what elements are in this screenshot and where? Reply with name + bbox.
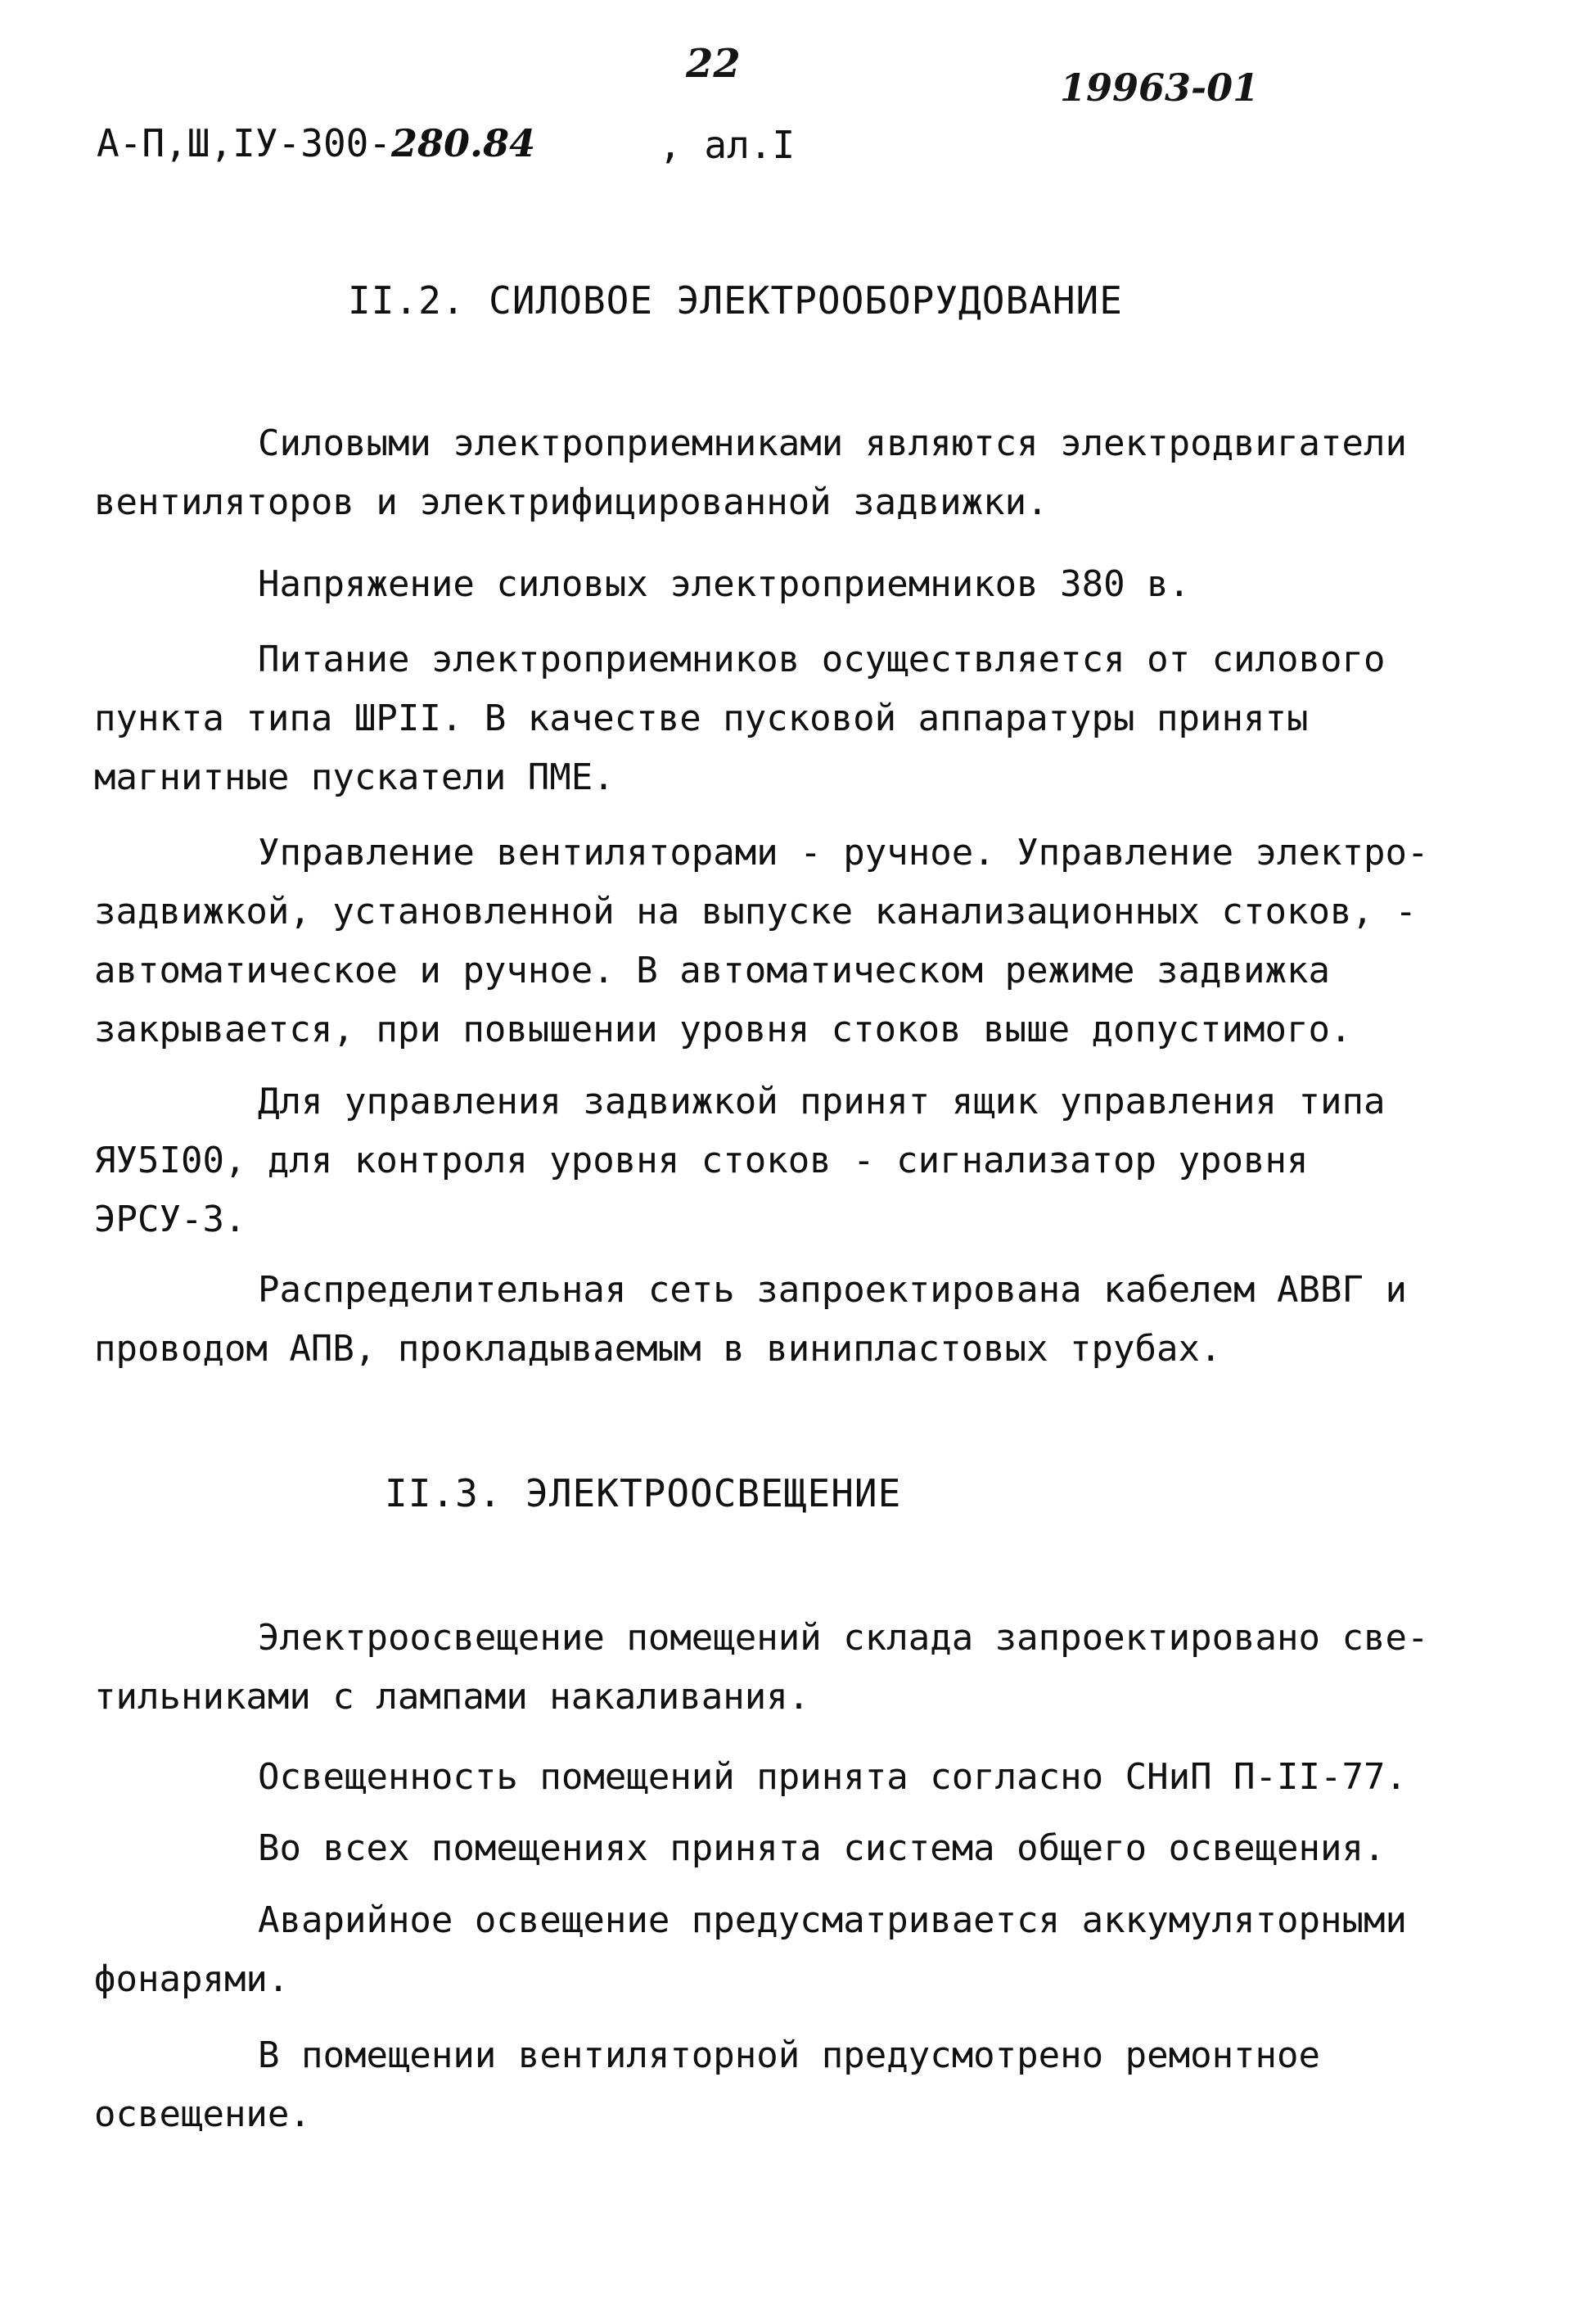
paragraph: Распределительная сеть запроектирована кабелем АВВГ и проводом АПВ, прокладываемым в винипластовых трубах. xyxy=(94,1269,1407,1370)
paragraph: Для управления задвижкой принят ящик управления типа ЯУ5I00, для контроля уровня стоков - сигнализатор уровня ЭРСУ-3. xyxy=(94,1081,1386,1240)
document-code-handwritten: 280.84 xyxy=(391,121,536,165)
paragraph: Управление вентиляторами - ручное. Управление электро- задвижкой, установленной на выпуске канализационных стоков, - автоматическое и ручное. В автоматическом режиме задвижка закрывается, при повышении уровня стоков выше допустимого. xyxy=(94,832,1429,1050)
paragraph: Во всех помещениях принята система общего освещения. xyxy=(258,1827,1386,1869)
document-code xyxy=(97,121,535,165)
document-number: 19963-01 xyxy=(1060,65,1260,110)
sheet-label: , ал.I xyxy=(659,123,796,167)
paragraph: В помещении вентиляторной предусмотрено ремонтное освещение. xyxy=(94,2034,1321,2135)
document-code-typed: А-П,Ш,ІУ-300- xyxy=(97,121,392,165)
paragraph: Питание электроприемников осуществляется от силового пункта типа ШРII. В качестве пусковой аппаратуры приняты магнитные пускатели ПМЕ. xyxy=(94,639,1386,798)
paragraph: Напряжение силовых электроприемников 380 в. xyxy=(258,563,1191,605)
paragraph: Силовыми электроприемниками являются электродвигатели вентиляторов и электрифицированной задвижки. xyxy=(94,422,1407,523)
paragraph: Электроосвещение помещений склада запроектировано све- тильниками с лампами накаливания. xyxy=(94,1617,1429,1718)
section-heading-power: II.2. СИЛОВОЕ ЭЛЕКТРООБОРУДОВАНИЕ xyxy=(348,278,1123,323)
paragraph: Аварийное освещение предусматривается аккумуляторными фонарями. xyxy=(94,1899,1407,2000)
paragraph: Освещенность помещений принята согласно СНиП П-II-77. xyxy=(258,1756,1407,1798)
section-heading-lighting: II.3. ЭЛЕКТРООСВЕЩЕНИЕ xyxy=(385,1471,902,1515)
page-number: 22 xyxy=(686,41,741,87)
